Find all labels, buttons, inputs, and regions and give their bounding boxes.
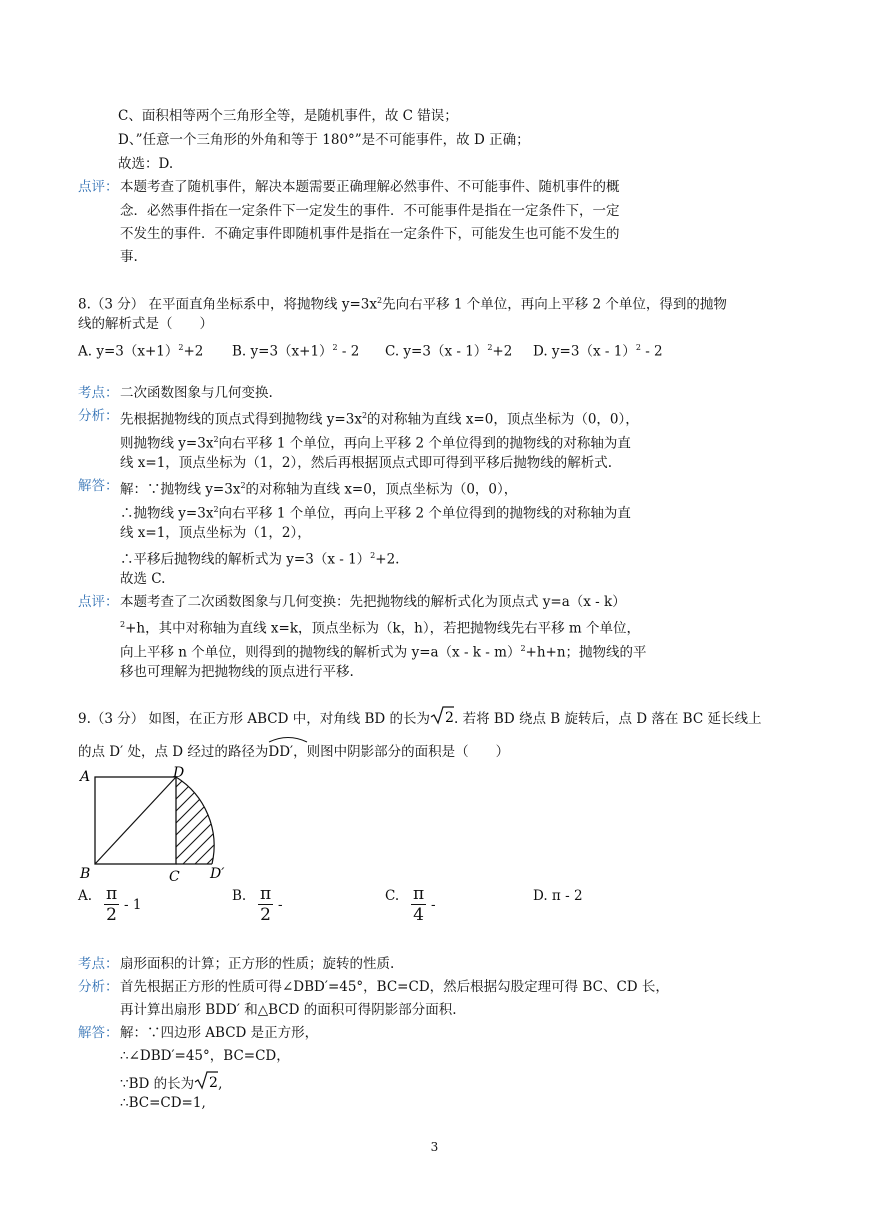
q8-option-b: B. $y=3(x+1)^2 - 2$ [232,343,360,360]
q8-fenxi-line: 则抛物线 $y=3x^2$向右平移 1 个单位，再向上平移 2 个单位得到的抛物线的对称轴为直 [120,435,631,452]
q9-option-b-fraction: $\frac{\pi}{2}$ [260,884,272,925]
prev-comment-line: 不发生的事件．不确定事件即随机事件是指在一定条件下，可能发生也可能不发生的 [120,226,620,242]
q9-fenxi-label: 分析： [78,979,119,995]
q8-jieda-line: ∴平移后抛物线的解析式为 y=3（x - 1）$^2$+2. [120,551,400,568]
q8-stem: 8.（3 分） 在平面直角坐标系中，将抛物线 $y=3x^2$先向右平移 1 个单位，再向上平移 2 个单位，得到的抛物 [78,296,727,313]
label-a: A [80,769,91,785]
prev-comment-line: 念．必然事件指在一定条件下一定发生的事件．不可能事件是指在一定条件下，一定 [120,203,620,219]
q8-pingping-line: 向上平移 n 个单位，则得到的抛物线的解析式为 y=a（x - k - m）$^2$+h+n；抛物线的平 [120,644,647,661]
q8-pingping-line: 本题考查了二次函数图象与几何变换：先把抛物线的解析式化为顶点式 y=a（x - k） [120,594,626,610]
q8-jieda-line: 解：∵抛物线 $y=3x^2$的对称轴为直线 x=0，顶点坐标为（0，0）， [120,481,518,498]
q8-fenxi-label: 分析： [78,408,119,424]
q8-option-a: A. $y=3(x+1)^2+2$ [78,343,204,360]
prev-comment-line: 本题考查了随机事件，解决本题需要正确理解必然事件、不可能事件、随机事件的概 [120,179,620,195]
q8-option-d: D. y=3（x - 1）$^2$ - 2 [533,343,663,360]
prev-option-d: D、”任意一个三角形的外角和等于 180°”是不可能事件，故 D 正确； [118,132,530,148]
sqrt-symbol [430,705,454,730]
q9-jieda-line: ∴BC=CD=1, [120,1095,206,1111]
q9-stem: 的点 D′ 处，点 D 经过的路径为 DD′，则图中阴影部分的面积是（ ） [78,739,509,761]
sqrt-symbol [194,1070,218,1095]
q8-stem: 线的解析式是（ ） [78,316,213,332]
q8-fenxi-line: 线 x=1，顶点坐标为（1，2），然后再根据顶点式即可得到平移后抛物线的解析式. [120,455,613,471]
q9-jieda-label: 解答： [78,1025,119,1041]
q8-jieda-line: 线 x=1，顶点坐标为（1，2）， [120,525,311,541]
q9-jieda-line: ∵BD 的长为 2 , [120,1070,222,1095]
q9-option-c-tail: - [431,897,436,913]
q9-option-b: B. [232,888,247,904]
q8-kaodian-label: 考点： [78,385,119,401]
q9-option-d: D. π - 2 [533,888,583,904]
q9-option-a-fraction: $\frac{\pi}{2}$ [106,884,118,925]
q9-option-b-tail: - [278,897,283,913]
q9-kaodian-label: 考点： [78,956,119,972]
arc-label: DD′ [268,739,293,761]
q9-jieda-line: 解：∵四边形 ABCD 是正方形， [120,1025,319,1041]
q8-pingping-line: $^2$+h，其中对称轴为直线 x=k，顶点坐标为（k，h），若把抛物线先右平移 m 个单位， [120,620,641,637]
q8-jieda-label: 解答： [78,478,119,494]
prev-comment-line: 事. [120,249,138,265]
q9-stem: 9.（3 分） 如图，在正方形 ABCD 中，对角线 BD 的长为 2 . 若将 BD 绕点 B 旋转后，点 D 落在 BC 延长线上 [78,705,761,730]
svg-text:2: 2 [445,710,454,725]
q9-fenxi-line: 再计算出扇形 BDD′ 和△BCD 的面积可得阴影部分面积. [120,1002,457,1018]
q8-pingping-line: 移也可理解为把抛物线的顶点进行平移. [120,664,354,680]
q9-option-c: C. [385,888,400,904]
prev-answer: 故选：D. [118,156,174,172]
q9-fenxi-line: 首先根据正方形的性质可得∠DBD′=45°，BC=CD，然后根据勾股定理可得 BC、CD 长， [120,979,669,995]
q9-option-a-tail: - 1 [124,897,142,913]
label-d-prime: D′ [210,866,225,882]
label-b: B [80,866,91,882]
diagonal-bd [95,777,176,864]
square-rotation-figure [78,765,228,885]
q8-kaodian: 二次函数图象与几何变换. [120,385,273,401]
q8-fenxi-line: 先根据抛物线的顶点式得到抛物线 $y=3x^2$的对称轴为直线 x=0，顶点坐标为（0，0）， [120,411,639,428]
q9-kaodian: 扇形面积的计算；正方形的性质；旋转的性质. [120,956,395,972]
label-d: D [173,765,185,781]
label-c: C [169,869,180,885]
page-number: 3 [430,1140,439,1154]
q8-jieda-line: ∴抛物线 $y=3x^2$向右平移 1 个单位，再向上平移 2 个单位得到的抛物线的对称轴为直 [120,505,631,522]
svg-text:2: 2 [209,1075,219,1090]
q9-option-c-fraction: $\frac{\pi}{4}$ [413,884,425,925]
q9-option-a: A. [78,888,93,904]
q8-option-c: C. y=3（x - 1）$^2$+2 [385,343,513,360]
q9-jieda-line: ∴∠DBD′=45°，BC=CD， [120,1048,290,1064]
q8-pingping-label: 点评： [78,594,119,610]
q8-jieda-line: 故选 C. [120,571,166,587]
prev-option-c: C、面积相等两个三角形全等，是随机事件，故 C 错误； [118,108,458,124]
prev-comment-label: 点评： [78,179,119,195]
